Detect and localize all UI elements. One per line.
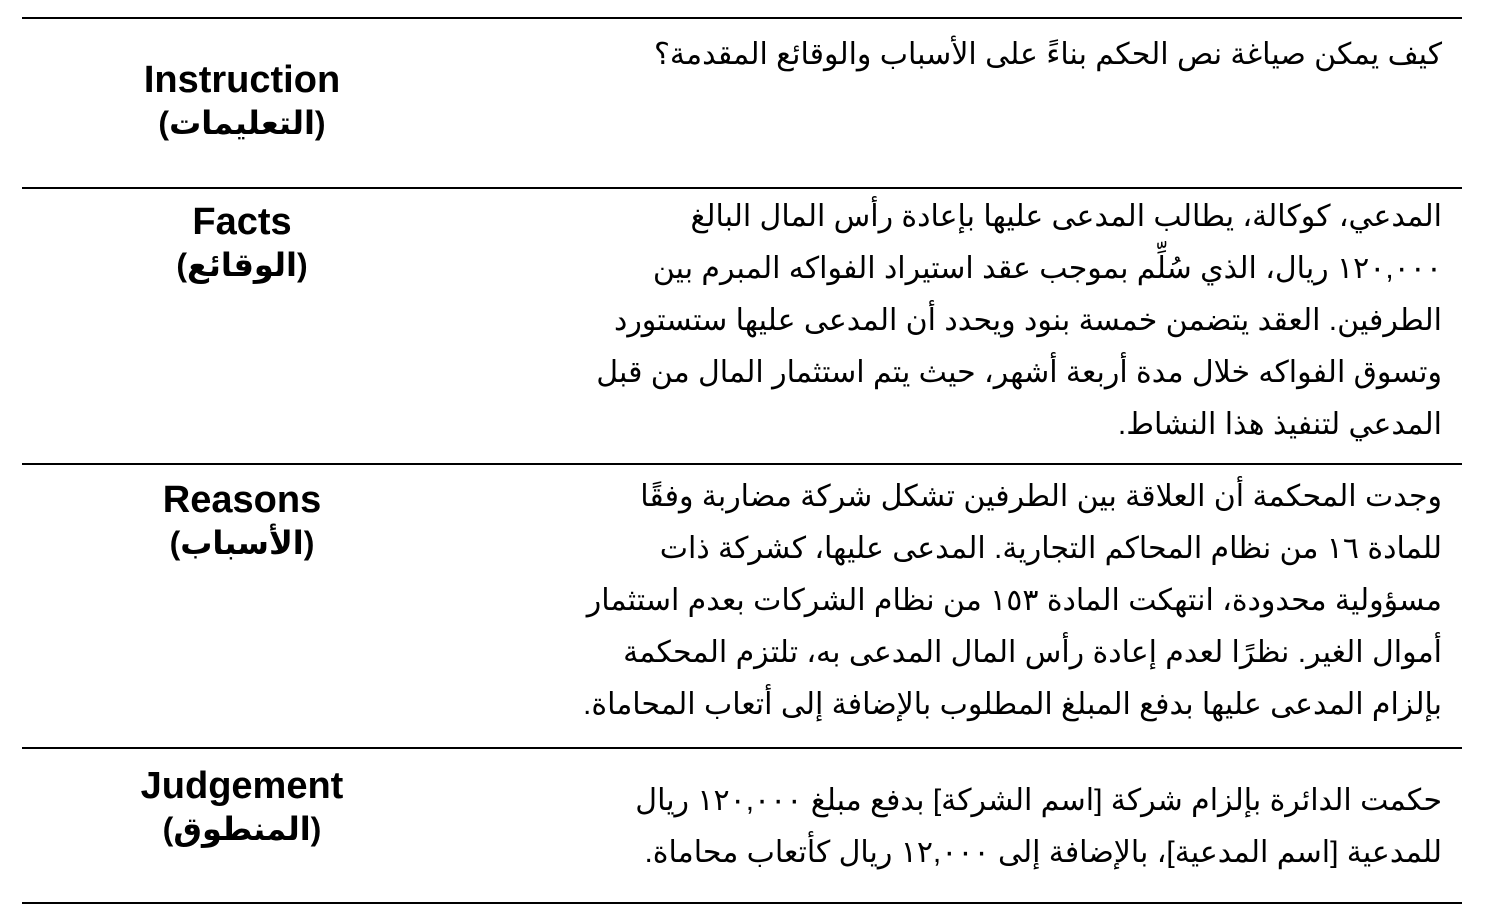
judgement-text bbox=[462, 749, 1462, 902]
reasons-text bbox=[462, 465, 1462, 747]
instruction-label-en: Instruction bbox=[143, 59, 341, 101]
text-line: المدعي، كوكالة، يطالب المدعى عليها بإعادة رأس المال البالغ bbox=[690, 200, 1442, 233]
facts-text bbox=[462, 189, 1462, 463]
text-line: الطرفين. العقد يتضمن خمسة بنود ويحدد أن المدعى عليها ستستورد bbox=[613, 304, 1442, 337]
instruction-row bbox=[22, 17, 1462, 187]
instruction-label-ar: (التعليمات) bbox=[158, 105, 326, 141]
instruction-text bbox=[462, 19, 1462, 187]
reasons-label-en: Reasons bbox=[162, 479, 322, 521]
text-line: مسؤولية محدودة، انتهكت المادة ١٥٣ من نظام الشركات بعدم استثمار bbox=[586, 584, 1442, 617]
text-line: ١٢٠,٠٠٠ ريال، الذي سُلِّم بموجب عقد استيراد الفواكه المبرم بين bbox=[652, 252, 1442, 285]
judgement-label-en: Judgement bbox=[140, 765, 344, 807]
text-line: أموال الغير. نظرًا لعدم إعادة رأس المال المدعى به، تلتزم المحكمة bbox=[623, 636, 1442, 669]
text-line: بإلزام المدعى عليها بدفع المبلغ المطلوب بالإضافة إلى أتعاب المحاماة. bbox=[583, 688, 1442, 721]
row-label bbox=[22, 465, 462, 747]
text-line: المدعي لتنفيذ هذا النشاط. bbox=[1117, 408, 1442, 441]
reasons-row bbox=[22, 463, 1462, 747]
text-line: وجدت المحكمة أن العلاقة بين الطرفين تشكل شركة مضاربة وفقًا bbox=[640, 480, 1442, 513]
text-line: حكمت الدائرة بإلزام شركة [اسم الشركة] بدفع مبلغ ١٢٠,٠٠٠ ريال bbox=[635, 784, 1442, 817]
text-line: للمادة ١٦ من نظام المحاكم التجارية. المدعى عليها، كشركة ذات bbox=[659, 532, 1442, 565]
reasons-label-ar: (الأسباب) bbox=[169, 525, 315, 561]
row-label bbox=[22, 749, 462, 902]
text-line: كيف يمكن صياغة نص الحكم بناءً على الأسباب والوقائع المقدمة؟ bbox=[654, 38, 1442, 71]
judgement-label-ar: (المنطوق) bbox=[162, 811, 322, 847]
facts-label-en: Facts bbox=[192, 201, 292, 243]
text-line: للمدعية [اسم المدعية]، بالإضافة إلى ١٢,٠٠٠ ريال كأتعاب محاماة. bbox=[644, 836, 1442, 869]
judgement-row bbox=[22, 747, 1462, 904]
facts-label-ar: (الوقائع) bbox=[176, 247, 308, 283]
legal-judgement-table bbox=[22, 17, 1462, 904]
row-label bbox=[22, 189, 462, 463]
facts-row bbox=[22, 187, 1462, 463]
text-line: وتسوق الفواكه خلال مدة أربعة أشهر، حيث يتم استثمار المال من قبل bbox=[596, 356, 1442, 389]
row-label bbox=[22, 19, 462, 187]
